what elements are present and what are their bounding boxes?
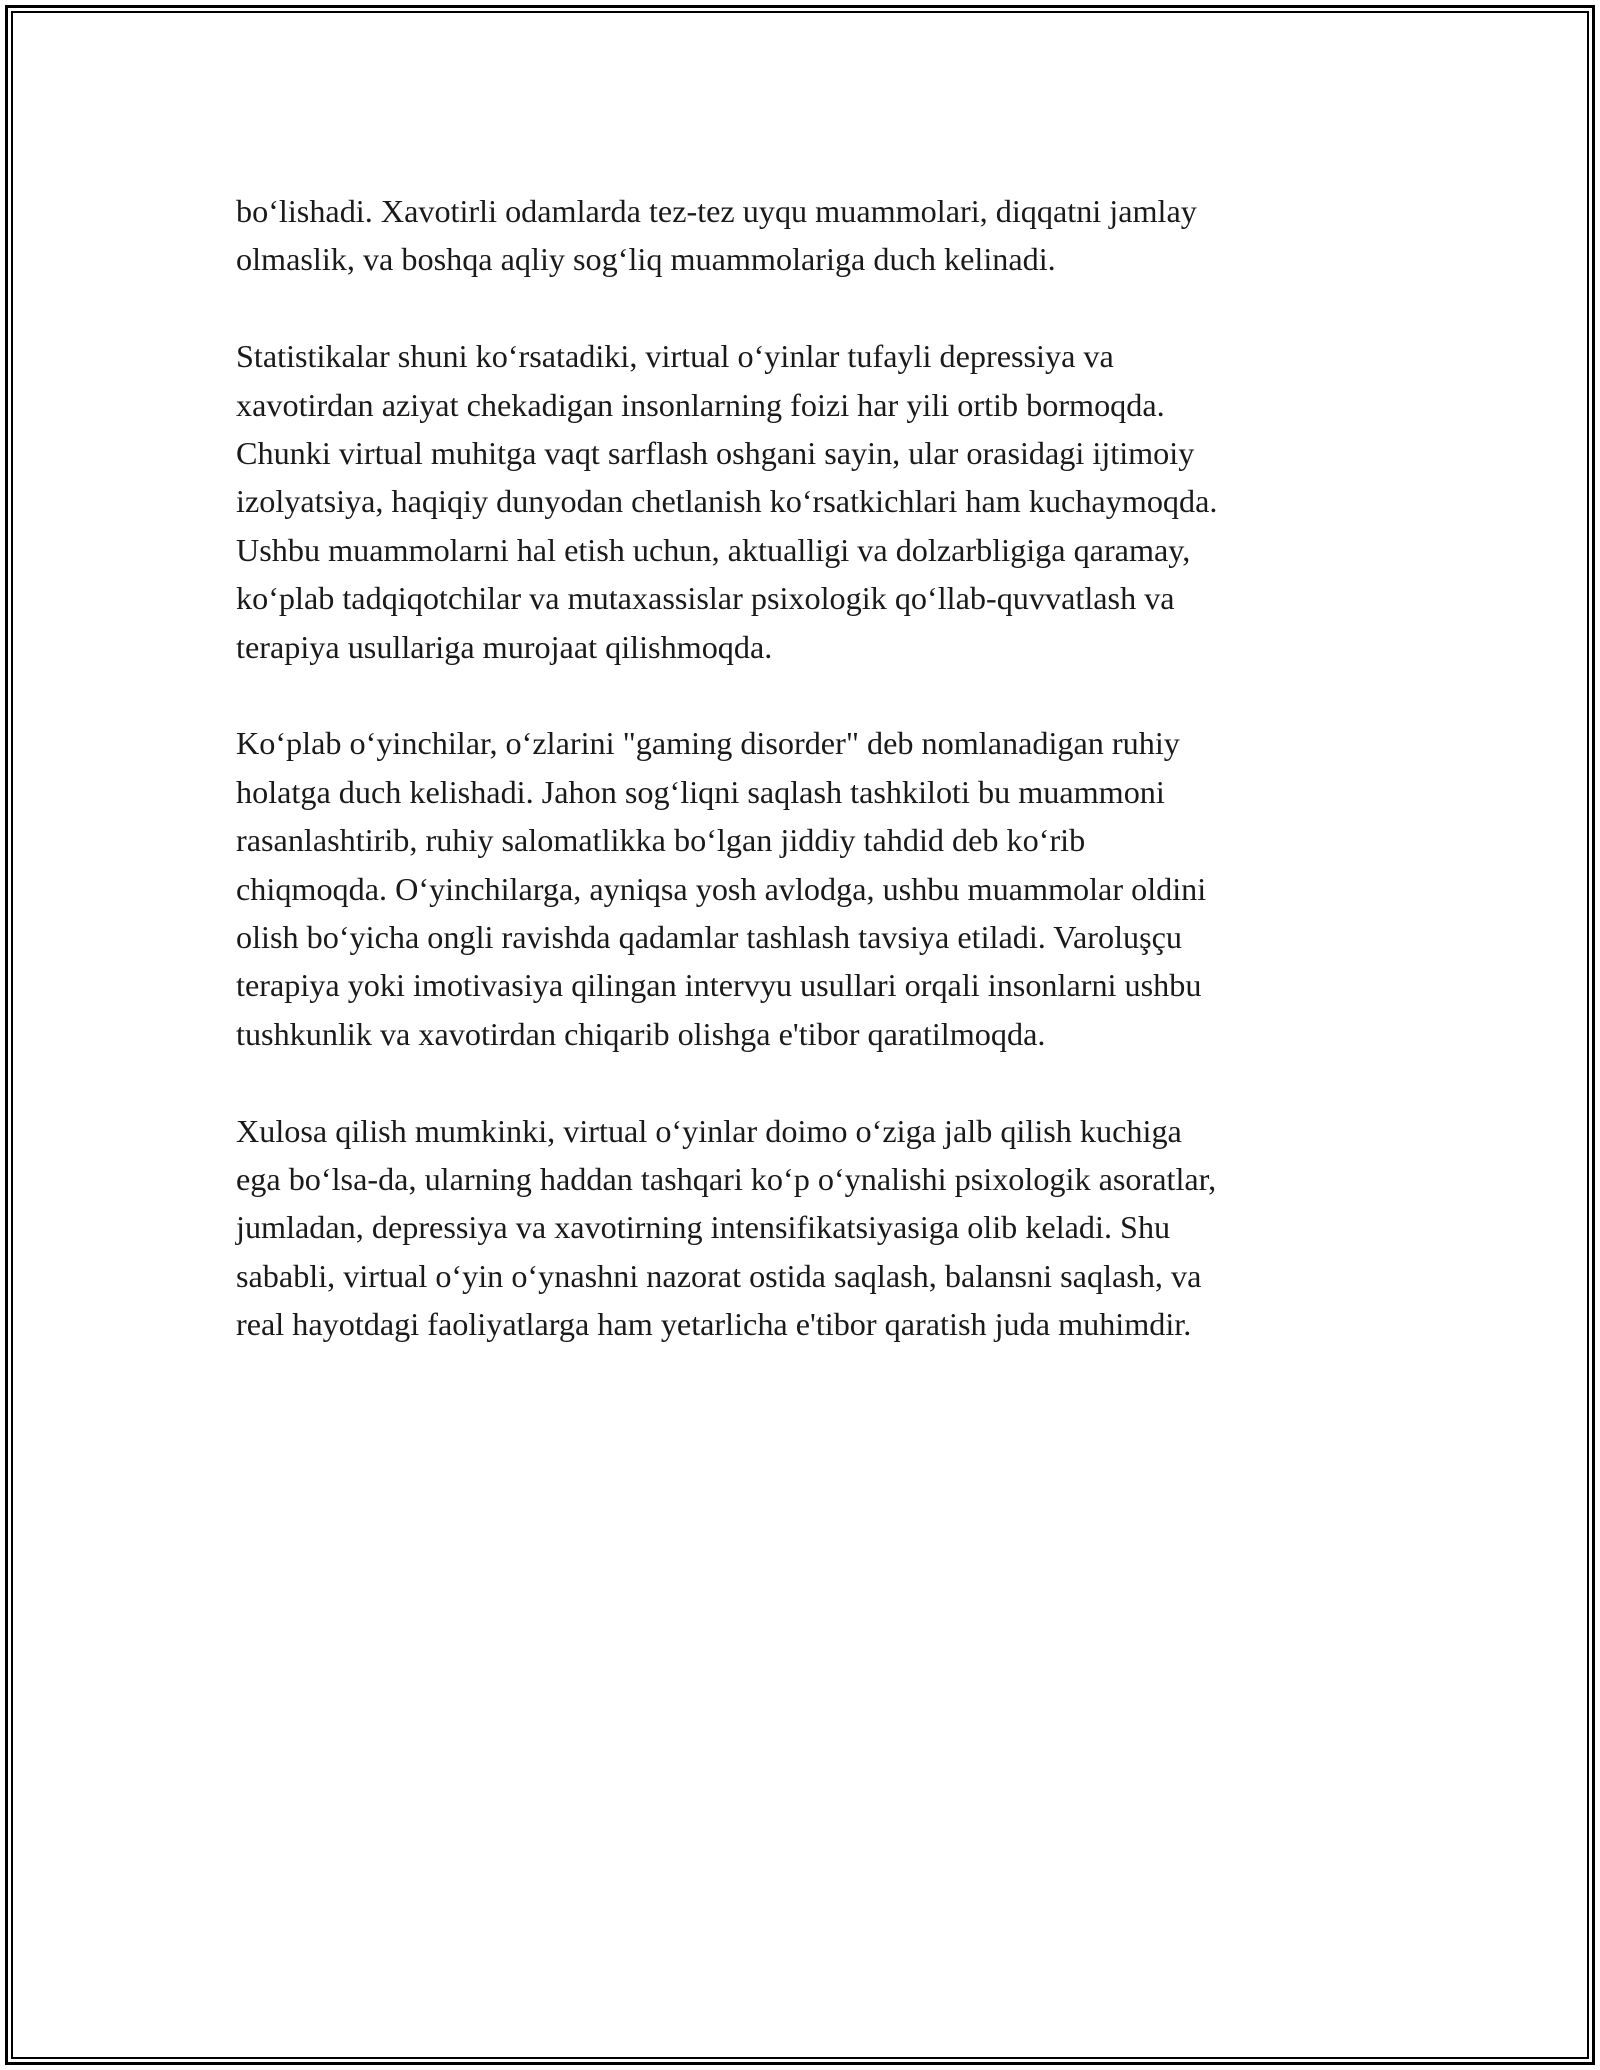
paragraph-3: [236, 719, 1376, 1058]
paragraph-1: [236, 187, 1376, 284]
text-line: olmaslik, va boshqa aqliy sog‘liq muammolariga duch kelinadi.: [236, 241, 1056, 278]
text-line: terapiya usullariga murojaat qilishmoqda.: [236, 628, 773, 665]
text-line: izolyatsiya, haqiqiy dunyodan chetlanish ko‘rsatkichlari ham kuchaymoqda.: [236, 483, 1218, 520]
text-line: Ko‘plab o‘yinchilar, o‘zlarini "gaming disorder" deb nomlanadigan ruhiy: [236, 725, 1180, 762]
text-line: Chunki virtual muhitga vaqt sarflash oshgani sayin, ular orasidagi ijtimoiy: [236, 435, 1195, 472]
text-line: sababli, virtual o‘yin o‘ynashni nazorat ostida saqlash, balansni saqlash, va: [236, 1257, 1202, 1294]
paragraph-4: [236, 1107, 1376, 1349]
text-line: terapiya yoki imotivasiya qilingan intervyu usullari orqali insonlarni ushbu: [236, 967, 1202, 1004]
text-line: Xulosa qilish mumkinki, virtual o‘yinlar doimo o‘ziga jalb qilish kuchiga: [236, 1112, 1182, 1149]
paragraph-2: [236, 332, 1376, 671]
text-line: ko‘plab tadqiqotchilar va mutaxassislar psixologik qo‘llab-quvvatlash va: [236, 580, 1175, 617]
document-body: [236, 187, 1376, 1397]
text-line: olish bo‘yicha ongli ravishda qadamlar tashlash tavsiya etiladi. Varoluşçu: [236, 919, 1183, 956]
text-line: xavotirdan aziyat chekadigan insonlarning foizi har yili ortib bormoqda.: [236, 386, 1165, 423]
text-line: Statistikalar shuni ko‘rsatadiki, virtual o‘yinlar tufayli depressiya va: [236, 338, 1114, 375]
text-line: holatga duch kelishadi. Jahon sog‘liqni saqlash tashkiloti bu muammoni: [236, 773, 1165, 810]
text-line: Ushbu muammolarni hal etish uchun, aktualligi va dolzarbligiga qaramay,: [236, 531, 1191, 568]
text-line: jumladan, depressiya va xavotirning intensifikatsiyasiga olib keladi. Shu: [236, 1209, 1171, 1246]
text-line: ega bo‘lsa-da, ularning haddan tashqari ko‘p o‘ynalishi psixologik asoratlar,: [236, 1161, 1217, 1198]
text-line: bo‘lishadi. Xavotirli odamlarda tez-tez uyqu muammolari, diqqatni jamlay: [236, 193, 1197, 229]
text-line: tushkunlik va xavotirdan chiqarib olishga e'tibor qaratilmoqda.: [236, 1015, 1046, 1052]
text-line: real hayotdagi faoliyatlarga ham yetarlicha e'tibor qaratish juda muhimdir.: [236, 1306, 1192, 1343]
text-line: chiqmoqda. O‘yinchilarga, ayniqsa yosh avlodga, ushbu muammolar oldini: [236, 870, 1207, 907]
text-line: rasanlashtirib, ruhiy salomatlikka bo‘lgan jiddiy tahdid deb ko‘rib: [236, 822, 1086, 859]
